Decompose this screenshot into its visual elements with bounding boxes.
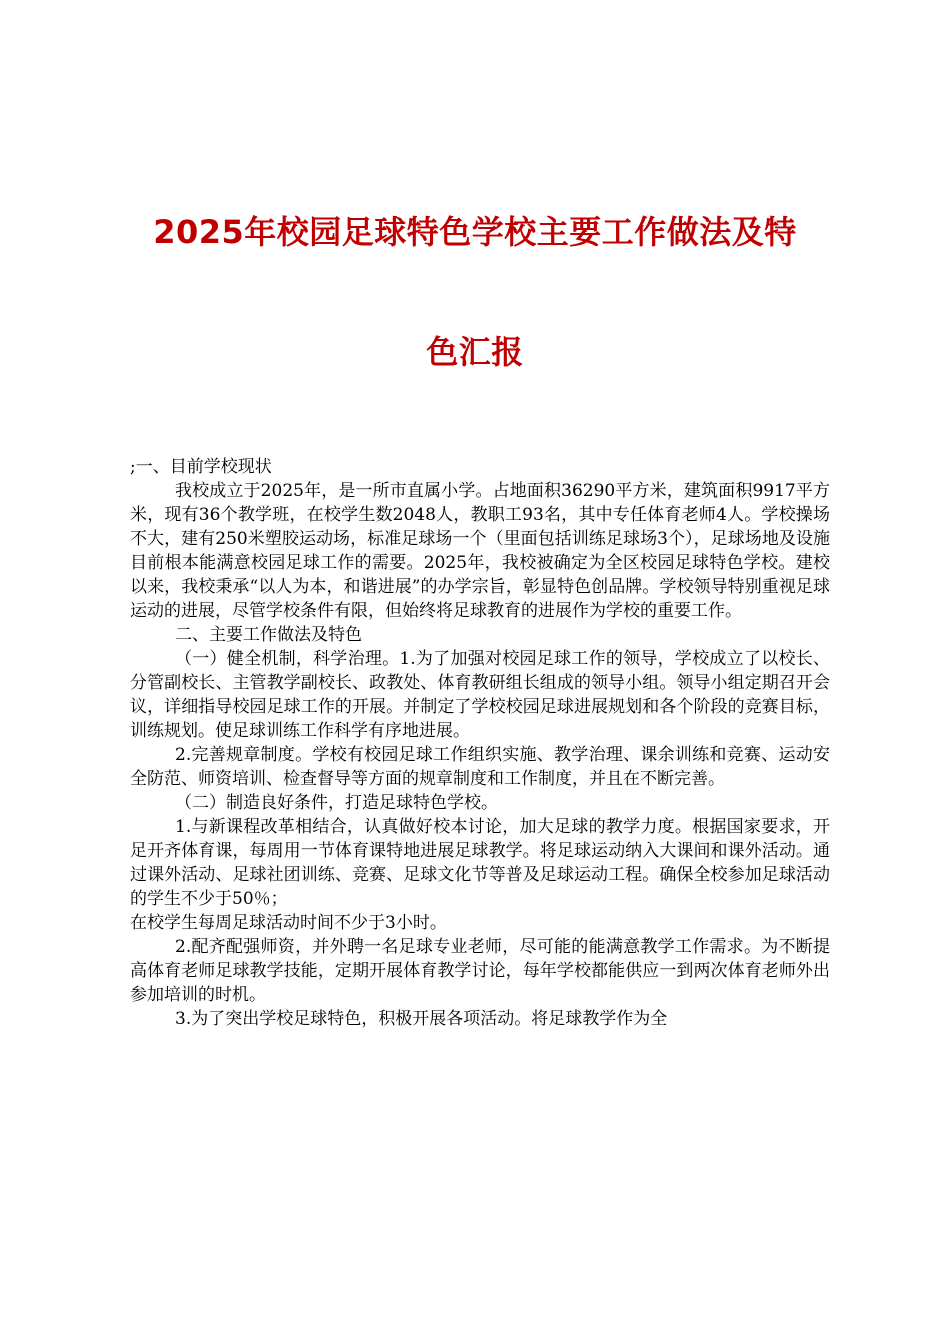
paragraph-teachers: 2.配齐配强师资，并外聘一名足球专业老师，尽可能的能满意教学工作需求。为不断提高体育老师足球教学技能，定期开展体育教学讨论，每年学校都能供应一到两次体育老师外出参加培训的时机。	[130, 937, 830, 1005]
section-heading-current-status: ;一、目前学校现状	[130, 457, 272, 477]
paragraph-activities: 3.为了突出学校足球特色，积极开展各项活动。将足球教学作为全	[175, 1009, 668, 1029]
document-title-line-2: 色汇报	[426, 333, 524, 371]
document-title-line-1: 2025年校园足球特色学校主要工作做法及特	[153, 213, 797, 251]
subsection-heading-conditions: （二）制造良好条件，打造足球特色学校。	[175, 793, 498, 813]
paragraph-school-overview: 我校成立于2025年，是一所市直属小学。占地面积36290平方米，建筑面积9917平方米，现有36个教学班，在校学生数2048人，教职工93名，其中专任体育老师4人。学校操场不大，建有250米塑胶运动场，标准足球场一个（里面包括训练足球场3个），足球场地及设施目前根本能满意校园足球工作的需要。2025年，我校被确定为全区校园足球特色学校。建校以来，我校秉承“以人为本，和谐进展”的办学宗旨，彰显特色创品牌。学校领导特别重视足球运动的进展，尽管学校条件有限，但始终将足球教育的进展作为学校的重要工作。	[130, 481, 830, 621]
paragraph-regulations: 2.完善规章制度。学校有校园足球工作组织实施、教学治理、课余训练和竞赛、运动安全防范、师资培训、检查督导等方面的规章制度和工作制度，并且在不断完善。	[130, 745, 830, 789]
paragraph-activity-time: 在校学生每周足球活动时间不少于3小时。	[130, 913, 447, 933]
document-body	[130, 455, 830, 1031]
section-heading-main-work: 二、主要工作做法及特色	[175, 625, 362, 645]
paragraph-curriculum: 1.与新课程改革相结合，认真做好校本讨论，加大足球的教学力度。根据国家要求，开足开齐体育课，每周用一节体育课特地进展足球教学。将足球运动纳入大课间和课外活动。通过课外活动、足球社团训练、竞赛、足球文化节等普及足球运动工程。确保全校参加足球活动的学生不少于50％；	[130, 817, 830, 909]
paragraph-mechanism: （一）健全机制，科学治理。1.为了加强对校园足球工作的领导，学校成立了以校长、分管副校长、主管教学副校长、政教处、体育教研组长组成的领导小组。领导小组定期召开会议，详细指导校园足球工作的开展。并制定了学校校园足球进展规划和各个阶段的竞赛目标，训练规划。使足球训练工作科学有序地进展。	[130, 649, 830, 741]
